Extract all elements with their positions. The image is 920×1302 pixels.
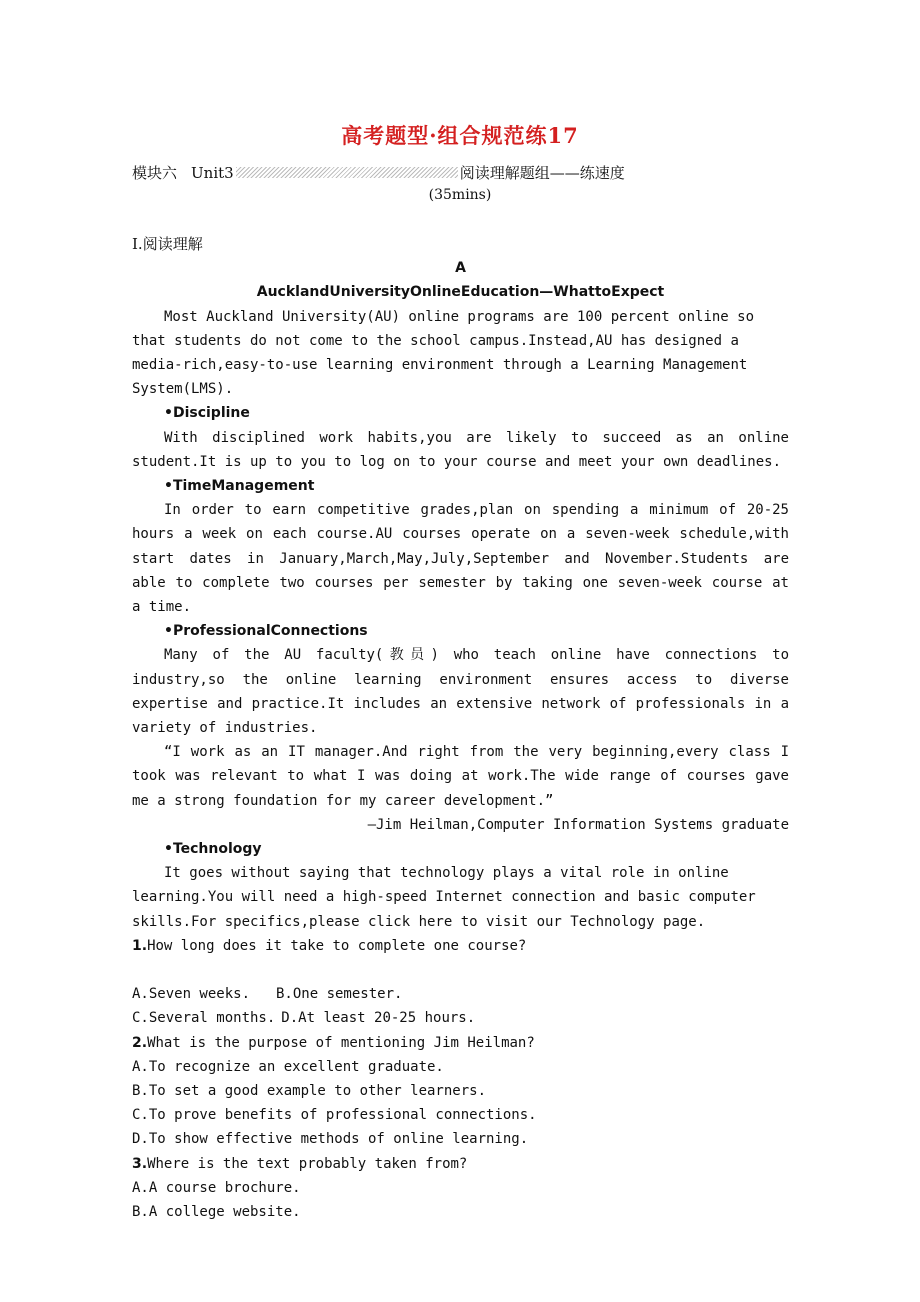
- passage-intro: Most Auckland University(AU) online programs are 100 percent online so that students do not come to the school campus.Instead,AU has designed a media-rich,easy-to-use learning environment through a Learning Management System(LMS).: [132, 308, 755, 398]
- option-1d: D.At least 20-25 hours.: [281, 1010, 476, 1027]
- question-number: 1.: [132, 937, 148, 954]
- testimonial-quote: “I work as an IT manager.And right from the very beginning,every class I took was relevant to what I was doing at work.The wide range of courses gave me a strong foundation for my career development.”: [132, 744, 789, 809]
- question-stem: What is the purpose of mentioning Jim Heilman?: [147, 1034, 535, 1051]
- redacted-watermark-strip: [236, 167, 458, 178]
- module-line: [132, 162, 625, 183]
- section-heading-discipline: •Discipline: [164, 405, 250, 422]
- option-2a: A.To recognize an excellent graduate.: [132, 1058, 444, 1075]
- question-2: [132, 1031, 789, 1055]
- passage-letter: A: [455, 260, 466, 277]
- module-label: 模块六: [132, 164, 178, 182]
- testimonial-attribution: —Jim Heilman,Computer Information Systems graduate: [367, 816, 789, 833]
- question-stem: Where is the text probably taken from?: [147, 1155, 468, 1172]
- option-1a: A.Seven weeks.: [132, 986, 251, 1003]
- question-3: [132, 1152, 789, 1176]
- option-1b: B.One semester.: [276, 986, 403, 1003]
- unit-label: Unit3: [191, 163, 234, 182]
- part-heading: Ⅰ.阅读理解: [132, 235, 203, 253]
- exercise-content: [132, 232, 789, 1224]
- option-row: [132, 1006, 789, 1030]
- option-2b: B.To set a good example to other learners.: [132, 1082, 487, 1099]
- page-title: 高考题型·组合规范练17: [341, 123, 579, 148]
- section-heading-technology: •Technology: [164, 841, 262, 858]
- option-1c: C.Several months.: [132, 1010, 276, 1027]
- section-text-professional-connections: Many of the AU faculty(教员) who teach online have connections to industry,so the online learning environment ensures access to diverse expertise and practice.It includes an extensive network of professionals in a variety of industries.: [132, 647, 789, 737]
- time-limit: (35mins): [428, 187, 492, 203]
- option-2d: D.To show effective methods of online learning.: [132, 1131, 529, 1148]
- section-name: 阅读理解题组——练速度: [459, 164, 625, 182]
- question-stem: How long does it take to complete one course?: [147, 937, 527, 954]
- section-text-discipline: With disciplined work habits,you are likely to succeed as an online student.It is up to you to log on to your course and meet your own deadlines.: [132, 429, 789, 470]
- option-3a: A.A course brochure.: [132, 1179, 301, 1196]
- option-row: [132, 982, 789, 1006]
- option-2c: C.To prove benefits of professional connections.: [132, 1107, 537, 1124]
- passage-title: AucklandUniversityOnlineEducation—WhattoExpect: [256, 284, 665, 301]
- section-text-time-management: In order to earn competitive grades,plan on spending a minimum of 20-25 hours a week on each course.AU courses operate on a seven-week schedule,with start dates in January,March,May,July,September and November.Students are able to complete two courses per semester by taking one seven-week course at a time.: [132, 502, 789, 616]
- section-heading-time-management: •TimeManagement: [164, 478, 315, 495]
- question-number: 2.: [132, 1034, 148, 1051]
- question-number: 3.: [132, 1155, 148, 1172]
- option-3b: B.A college website.: [132, 1203, 301, 1220]
- section-text-technology: It goes without saying that technology plays a vital role in online learning.You will need a high-speed Internet connection and basic computer skills.For specifics,please click here to visit our Technology page.: [132, 865, 756, 930]
- question-1: [132, 934, 789, 958]
- section-heading-professional-connections: •ProfessionalConnections: [164, 623, 368, 640]
